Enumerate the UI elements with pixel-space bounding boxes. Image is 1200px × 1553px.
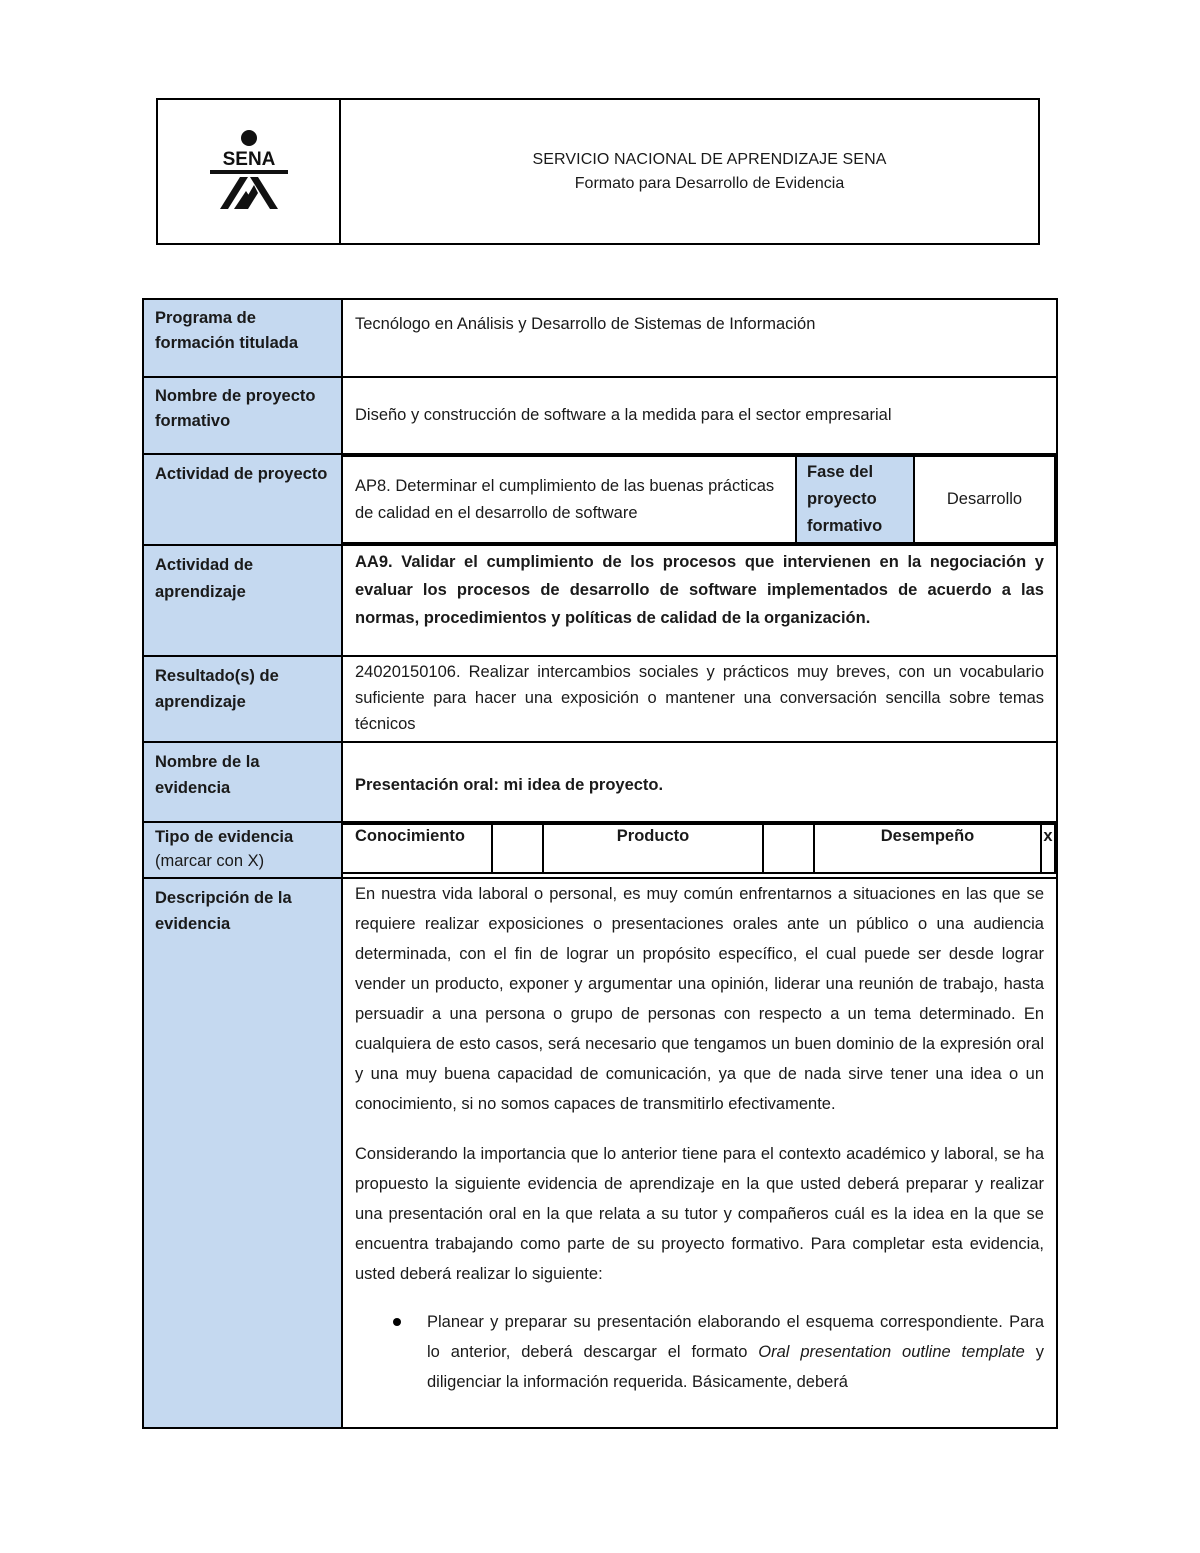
row-programa (143, 299, 1057, 377)
svg-text:SENA: SENA (222, 148, 275, 170)
label-tipo-note: (marcar con X) (155, 852, 265, 870)
tipo-desempeno-mark: x (1041, 824, 1055, 873)
value-actividad-proyecto: AP8. Determinar el cumplimiento de las buenas prácticas de calidad en el desarrollo de software (343, 456, 796, 543)
tipo-desempeno: Desempeño (814, 824, 1041, 873)
value-resultado: 24020150106. Realizar intercambios sociales y prácticos muy breves, con un vocabulario suficiente para hacer una exposición o mantener una conversación sencilla sobre temas técnicos (342, 656, 1057, 742)
institution-name: SERVICIO NACIONAL DE APRENDIZAJE SENA (532, 150, 887, 168)
sena-logo-icon (204, 129, 294, 215)
label-actividad-aprendizaje: Actividad de aprendizaje (143, 545, 342, 656)
row-proyecto (143, 377, 1057, 454)
row-evidencia (143, 742, 1057, 822)
row-resultado (143, 656, 1057, 742)
document-header (156, 98, 1040, 245)
value-evidencia: Presentación oral: mi idea de proyecto. (342, 742, 1057, 822)
row-actividad-proyecto (143, 454, 1057, 545)
row-actividad-aprendizaje (143, 545, 1057, 656)
bullet-text: Planear y preparar su presentación elaborando el esquema correspondiente. Para lo anterior, deberá descargar el formato Oral presentation outline template y diligenciar la información requerida. Básicamente, deberá (427, 1313, 1044, 1391)
tipo-conocimiento-mark (492, 824, 543, 873)
value-actividad-aprendizaje: AA9. Validar el cumplimiento de los procesos que intervienen en la negociación y evaluar los procesos de desarrollo de software implementados de acuerdo a las normas, procedimientos y políticas de calidad de la organización. (342, 545, 1057, 656)
row-descripcion (143, 878, 1057, 1428)
format-title: Formato para Desarrollo de Evidencia (574, 174, 845, 192)
label-tipo: Tipo de evidencia (155, 828, 294, 846)
tipo-producto-mark (763, 824, 814, 873)
bullet-icon (393, 1318, 401, 1326)
descripcion-paragraph-2: Considerando la importancia que lo anterior tiene para el contexto académico y laboral, se ha propuesto la siguiente evidencia de aprendizaje en la que usted deberá preparar y realizar una presentación oral en la que relata a su tutor y compañeros cuál es la idea en la que se encuentra trabajando como parte de su proyecto formativo. Para completar esta evidencia, usted deberá realizar lo siguiente: (355, 1145, 1044, 1283)
value-proyecto: Diseño y construcción de software a la medida para el sector empresarial (342, 377, 1057, 454)
descripcion-bullet (355, 1307, 1044, 1397)
descripcion-paragraph-1: En nuestra vida laboral o personal, es muy común enfrentarnos a situaciones en las que se requiere realizar exposiciones o presentaciones orales ante un público o una audiencia determinada, con el fin de lograr un propósito específico, el cual puede ser desde lograr vender un producto, exponer y argumentar una opinión, liderar una reunión de trabajo, hasta persuadir a una persona o grupo de personas con respecto a un tema determinado. En cualquiera de esto casos, será necesario que tengamos un buen dominio de la expresión oral y una muy buena capacidad de comunicación, ya que de nada sirve tener una idea o un conocimiento, si no somos capaces de transmitirlo efectivamente. (355, 885, 1044, 1113)
sena-logo (158, 100, 341, 243)
label-descripcion: Descripción de la evidencia (143, 878, 342, 1428)
evidence-table (142, 298, 1058, 1429)
label-evidencia: Nombre de la evidencia (143, 742, 342, 822)
label-fase: Fase del proyecto formativo (796, 456, 914, 543)
value-programa: Tecnólogo en Análisis y Desarrollo de Sistemas de Información (342, 299, 1057, 377)
tipo-conocimiento: Conocimiento (343, 824, 492, 873)
row-tipo-evidencia (143, 822, 1057, 878)
value-fase: Desarrollo (914, 456, 1055, 543)
label-actividad-proyecto: Actividad de proyecto (143, 454, 342, 545)
label-resultado: Resultado(s) de aprendizaje (143, 656, 342, 742)
tipo-producto: Producto (543, 824, 763, 873)
label-programa: Programa de formación titulada (143, 299, 342, 377)
label-proyecto: Nombre de proyecto formativo (143, 377, 342, 454)
